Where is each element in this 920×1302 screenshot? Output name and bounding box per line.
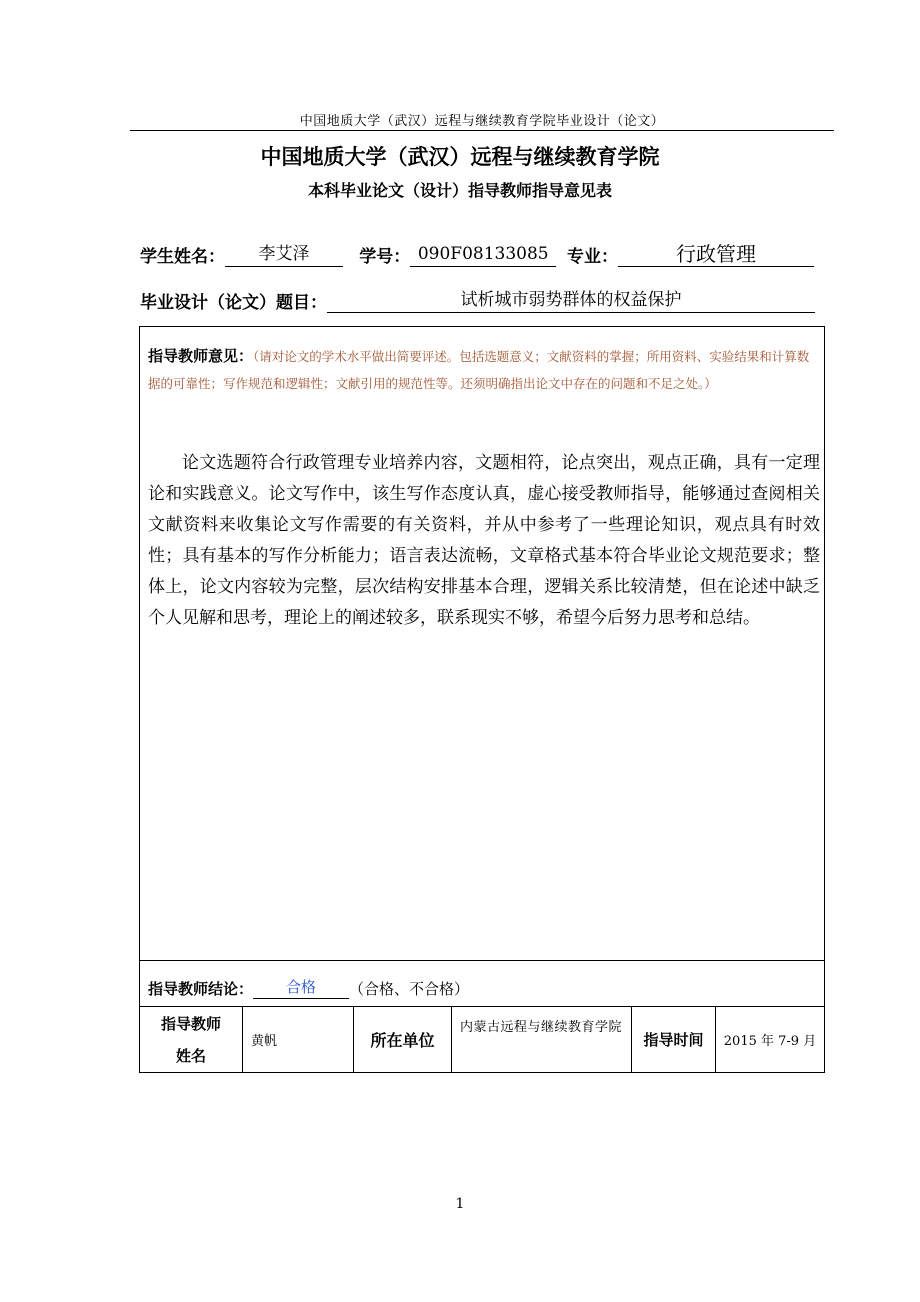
running-header: 中国地质大学（武汉）远程与继续教育学院毕业设计（论文） bbox=[299, 114, 665, 129]
major-field: 行政管理 bbox=[618, 242, 814, 267]
opinion-header bbox=[148, 343, 820, 397]
student-id-field: 090F08133085 bbox=[410, 242, 556, 267]
conclusion-divider bbox=[139, 960, 825, 961]
student-info-line bbox=[140, 242, 834, 267]
major-label: 专业： bbox=[567, 247, 619, 267]
form-subtitle: 本科毕业论文（设计）指导教师指导意见表 bbox=[307, 181, 612, 200]
guidance-time-value: 2015 年 7-9 月 bbox=[723, 1034, 817, 1049]
opinion-instruction: （请对论文的学术水平做出简要评述。包括选题意义；文献资料的掌握；所用资料、实验结果和计算数据的可靠性；写作规范和逻辑性；文献引用的规范性等。还须明确指出论文中存在的问题和不足之处。） bbox=[148, 349, 810, 391]
student-name-field: 李艾泽 bbox=[225, 242, 343, 267]
student-id-label: 学号： bbox=[359, 247, 411, 267]
unit-label: 所在单位 bbox=[370, 1031, 435, 1050]
header-rule bbox=[130, 130, 834, 131]
guidance-time-label: 指导时间 bbox=[643, 1031, 704, 1049]
conclusion-row bbox=[148, 976, 469, 999]
page-number: 1 bbox=[455, 1196, 465, 1212]
opinion-body-text: 论文选题符合行政管理专业培养内容，文题相符，论点突出，观点正确，具有一定理论和实践意义。论文写作中，该生写作态度认真，虚心接受教师指导，能够通过查阅相关文献资料来收集论文写作需要的有关资料，并从中参考了一些理论知识，观点具有时效性；具有基本的写作分析能力；语言表达流畅，文章格式基本符合毕业论文规范要求；整体上，论文内容较为完整，层次结构安排基本合理，逻辑关系比较清楚，但在论述中缺乏个人见解和思考，理论上的阐述较多，联系现实不够，希望今后努力思考和总结。 bbox=[148, 453, 820, 628]
page-title: 中国地质大学（武汉）远程与继续教育学院 bbox=[260, 145, 660, 169]
thesis-title-line bbox=[140, 288, 834, 313]
conclusion-options: （合格、不合格） bbox=[349, 980, 470, 998]
thesis-title-field: 试析城市弱势群体的权益保护 bbox=[327, 288, 815, 313]
student-name-label: 学生姓名： bbox=[140, 247, 225, 267]
unit-value: 内蒙古远程与继续教育学院 bbox=[460, 1020, 623, 1035]
conclusion-label: 指导教师结论： bbox=[148, 980, 254, 998]
thesis-title-label: 毕业设计（论文）题目： bbox=[140, 293, 327, 313]
opinion-label: 指导教师意见： bbox=[148, 347, 254, 365]
conclusion-value: 合格 bbox=[253, 976, 349, 999]
teacher-name-label: 指导教师 姓名 bbox=[160, 1014, 221, 1065]
teacher-name-value: 黄帆 bbox=[251, 1034, 278, 1049]
